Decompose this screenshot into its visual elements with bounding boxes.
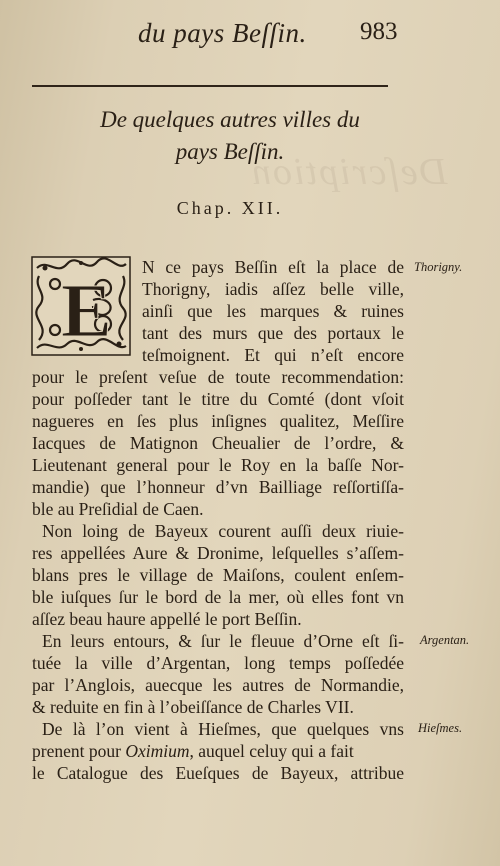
text-line: mandie) que l’honneur d’vn Bailliage reſſortiſſa- [32,477,404,497]
bleed-through-text: Deſcription [250,151,448,193]
margin-note-thorigny: Thorigny. [414,260,463,274]
text-line: & reduite en fin à l’obeiſſance de Charles VII. [32,697,354,717]
text-line: teſmoignent. Et qui n’eſt encore [142,345,404,365]
text-line: ble iuſques ſur le bord de la mer, où elles font vn [32,587,404,607]
text-line: ble au Preſidial de Caen. [32,499,204,519]
text-line: En leurs entours, & ſur le fleuue d’Orne eſt ſi- [42,631,404,651]
text-line: tuée la ville d’Argentan, long temps poſſedée [32,653,404,673]
text-line: aſſez beau haure appellé le port Beſſin. [32,609,302,629]
margin-note-argentan: Argentan. [420,633,470,647]
running-title: du pays Beſſin. [138,18,307,48]
header-rule [32,85,388,87]
page-header [0,14,500,54]
text-line: Lieutenant general pour le Roy en la baſſe Nor- [32,455,404,475]
section-title-line-1: De quelques autres villes du [100,107,360,132]
text-segment: prenent pour [32,741,121,761]
section-title-line-2: pays Beſſin. [175,139,285,164]
page-number: 983 [360,18,398,45]
text-line: nagueres en ſes plus inſignes qualitez, Meſſire [32,411,404,431]
margin-note-hiesmes: Hieſmes. [418,721,463,735]
text-line: tant des murs que des portaux le [142,323,404,343]
ornamental-initial-art [31,256,131,356]
text-line-with-italic [32,740,354,762]
italic-term: Oximium [125,741,190,761]
text-line: Iacques de Matignon Cheualier de l’ordre, & [32,433,404,453]
chapter-heading: Chap. XII. [176,198,284,218]
text-segment: , auquel celuy qui a fait [189,741,354,761]
text-line: res appellées Aure & Dronime, leſquelles s’aſſem- [32,543,404,563]
text-line: blans pres le village de Maiſons, coulent enſem- [32,565,404,585]
ornamental-initial [31,256,131,356]
text-line: Thorigny, iadis aſſez belle ville, [142,279,404,299]
section-title [60,104,400,168]
text-line: De là l’on vient à Hieſmes, que quelques vns [42,719,404,739]
drop-cap-letter: E [61,269,112,353]
text-line: le Catalogue des Eueſques de Bayeux, attribue [32,763,404,783]
text-line: N ce pays Beſſin eſt la place de [142,257,404,277]
text-line: pour le preſent veſue de toute recommendation: [32,367,404,387]
text-line: Non loing de Bayeux courent auſſi deux riuie- [42,521,404,541]
text-line: ainſi que les marques & ruines [142,301,404,321]
text-line: par l’Anglois, auecque les autres de Normandie, [32,675,404,695]
text-line: pour poſſeder tant le titre du Comté (dont vſoit [32,389,404,409]
